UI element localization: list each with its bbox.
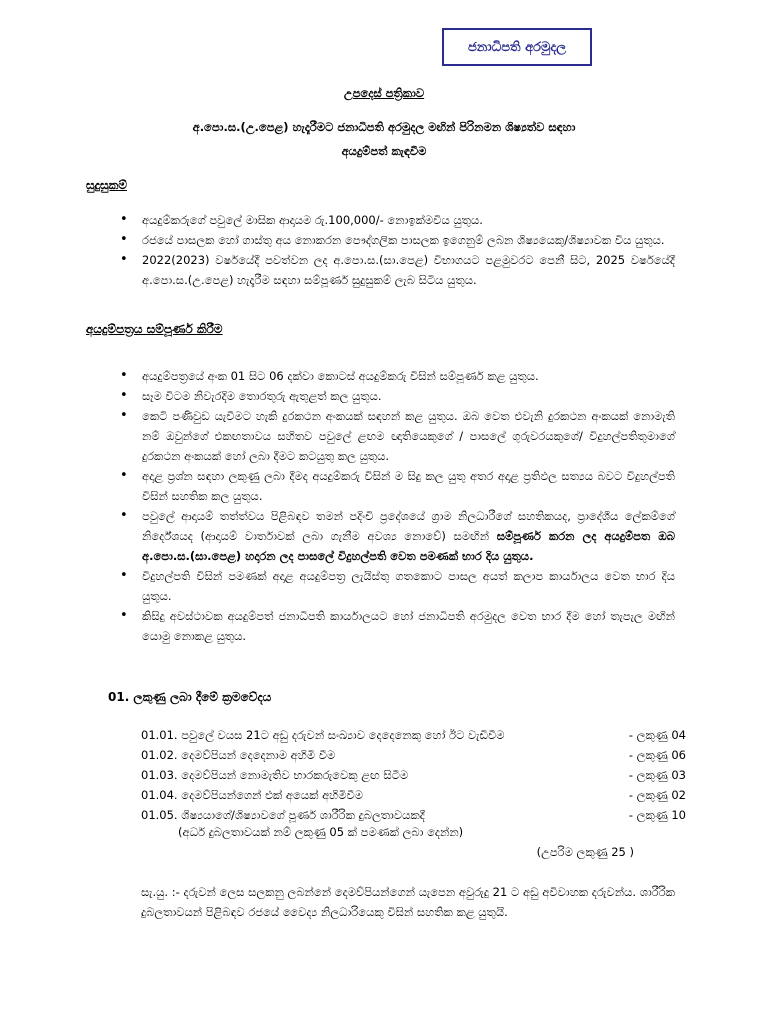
footnote: සැ.යු. :- දරුවන් ලෙස සලකනු ලබන්නේ දෙමව්පියන්ගෙන් යැපෙන අවුරුදු 21 ට අඩු අවිවාහක දරුවන්ය. ශාරීරික දුබලතාවයන් පිළිබඳව රජයේ වෛද්‍ය නිලධාරියෙකු විසින් සහතික කළ යුතුයි. (141, 885, 675, 919)
list-item (120, 606, 675, 646)
list-item (120, 406, 675, 466)
marks-row (141, 725, 686, 745)
list-item (120, 386, 675, 406)
completion-item-text: කිසිදු අවස්ථාවක අයදුම්පත් ජනාධිපති කාර්යාලයට හෝ ජනාධිපති අරමුදල වෙත භාර දීම හෝ තැපැල මඟින් යොමු නොකළ යුතුය. (142, 609, 675, 643)
completion-item-text: අදාළ ප්‍රශ්න සඳහා ලකුණු ලබා දීමද අයදුම්කරු විසින් ම සිදු කල යුතු අතර අදාළ ප්‍රතිඵල සත්‍යය බවට විදුහල්පති විසින් සහතික කල යුතුය. (142, 469, 675, 503)
eligibility-item-text: 2022(2023) වර්ෂයේදී පවත්වන ලද අ.පො.ස.(සා.පෙළ) විභාගයට පළමුවරට පෙනී සිට, 2025 වර්ෂයේදී අ.පො.ස.(උ.පෙළ) හැදෑරීම සඳහා සම්පූර්ණ සුදුසුකම් ලැබ සිටිය යුතුය. (142, 253, 675, 287)
completion-item-text: කෙටි පණිවුඩ යැවීමට හැකි දුරකථන අංකයක් සඳහන් කළ යුතුය. ඔබ වෙත එවැනි දුරකථන අංකයක් නොමැති නම් ඔවුන්ගේ එකඟතාවය සහිතව පවුලේ ළඟම ඥාතියෙකුගේ / පාසලේ ගුරුවරයකුගේ/ විදුහල්පතිතුමාගේ දුරකථන අංකයක් හෝ ලබා දීමට කටයුතු කල යුතුය. (142, 409, 675, 463)
main-title-line2: අයදුම්පත් කැඳවීම (341, 144, 427, 158)
list-item (120, 366, 675, 386)
main-title-line1: අ.පො.ස.(උ.පෙළ) හැදෑරීමට ජනාධිපති අරමුදල මඟින් පිරිනමන ශිෂ්‍යත්ව සඳහා (192, 120, 576, 134)
marks-row-score: - ලකුණු 04 (628, 728, 686, 742)
marks-row-label: 01.02. දෙමව්පියන් දෙදෙනාම අහිමි වීම (141, 748, 336, 762)
marks-row-score: - ලකුණු 02 (628, 788, 686, 802)
eligibility-heading: සුදුසුකම් (86, 178, 127, 192)
list-item (120, 210, 675, 230)
eligibility-item-text: රජයේ පාසලක හෝ ගාස්තු අය නොකරන පෞද්ගලික පාසලක ඉගෙනුම් ලබන ශිෂ්‍යයෙකු/ශිෂ්‍යාවක විය යුතුය. (142, 233, 665, 247)
completion-list (120, 366, 675, 646)
completion-item-bold-text: සම්පූර්ණ කරන ලද අයදුම්පත ඔබ අ.පො.ස.(සා.පෙළ) හදාරන ලද පාසලේ විදුහල්පති වෙත පමණක් භාර දිය යුතුය. (142, 529, 676, 563)
marks-row (141, 785, 686, 805)
list-item (120, 506, 675, 566)
document-title: උපදෙස් පත්‍රිකාව (343, 86, 425, 100)
stamp-logo: ජනාධිපති අරමුදල (442, 28, 592, 66)
marks-heading: 01. ලකුණු ලබා දීමේ ක්‍රමවේදය (108, 690, 272, 704)
partial-disability-note: (අර්ධ දුබලතාවයක් නම් ලකුණු 05 ක් පමණක් ලබා දෙන්න) (178, 825, 464, 839)
marks-row-label: 01.04. දෙමව්පියන්ගෙන් එක් අයෙක් අහිමිවීම (141, 788, 364, 802)
completion-item-text: විදුහල්පති විසින් පමණක් අදාළ අයදුම්පත්‍ර ලැයිස්තු ගතකොට පාසල අයත් කලාප කාර්යාලය වෙත භාර දිය යුතුය. (142, 569, 675, 603)
completion-heading: අයදුම්පත්‍රය සම්පූර්ණ කිරීම (86, 322, 223, 336)
list-item (120, 566, 675, 606)
list-item (120, 230, 675, 250)
marks-row (141, 765, 686, 785)
list-item (120, 250, 675, 290)
completion-item-text: පවුලේ ආදායම් තත්ත්වය පිළිබඳව තමන් පදිංචි ප්‍රදේශයේ ග්‍රාම නිලධාරීගේ සහතිකයද, ප්‍රාදේශීය ලේකම්ගේ නිර්දේශයද (ආදායම් වාර්තාවක් ලබා ගැනීම අවශ්‍ය නොවේ) සමඟින් (142, 509, 675, 543)
marks-row-score: - ලකුණු 03 (628, 768, 686, 782)
marks-row (141, 745, 686, 765)
marks-row-score: - ලකුණු 06 (628, 748, 686, 762)
marks-row-label: 01.01. පවුලේ වයස 21ට අඩු දරුවන් සංඛ්‍යාව දෙදෙනෙකු හෝ ඊට වැඩිවීම (141, 728, 505, 742)
eligibility-item-text: අයදුම්කරුගේ පවුලේ මාසික ආදායම රු.100,000/- නොඉක්මවිය යුතුය. (142, 213, 483, 227)
max-marks: (උපරිම ලකුණු 25 ) (536, 845, 634, 859)
marks-row (141, 805, 686, 825)
marks-row-label: 01.03. දෙමව්පියන් නොමැතිව භාරකරුවෙකු ළඟ සිටීම (141, 768, 409, 782)
completion-item-text: අයදුම්පත්‍රයේ අංක 01 සිට 06 දක්වා කොටස් අයදුම්කරු විසින් සම්පූර්ණ කළ යුතුය. (142, 369, 539, 383)
list-item (120, 466, 675, 506)
eligibility-list (120, 210, 675, 290)
marks-row-score: - ලකුණු 10 (628, 808, 686, 822)
marks-row-label: 01.05. ශිෂ්‍යයාගේ/ශිෂ්‍යාවගේ පූර්ණ ශාරීරික දුබලතාවයකදී (141, 808, 425, 822)
completion-item-text: සෑම විටම නිවැරදිම තොරතුරු ඇතුළත් කල යුතුය. (142, 389, 382, 403)
